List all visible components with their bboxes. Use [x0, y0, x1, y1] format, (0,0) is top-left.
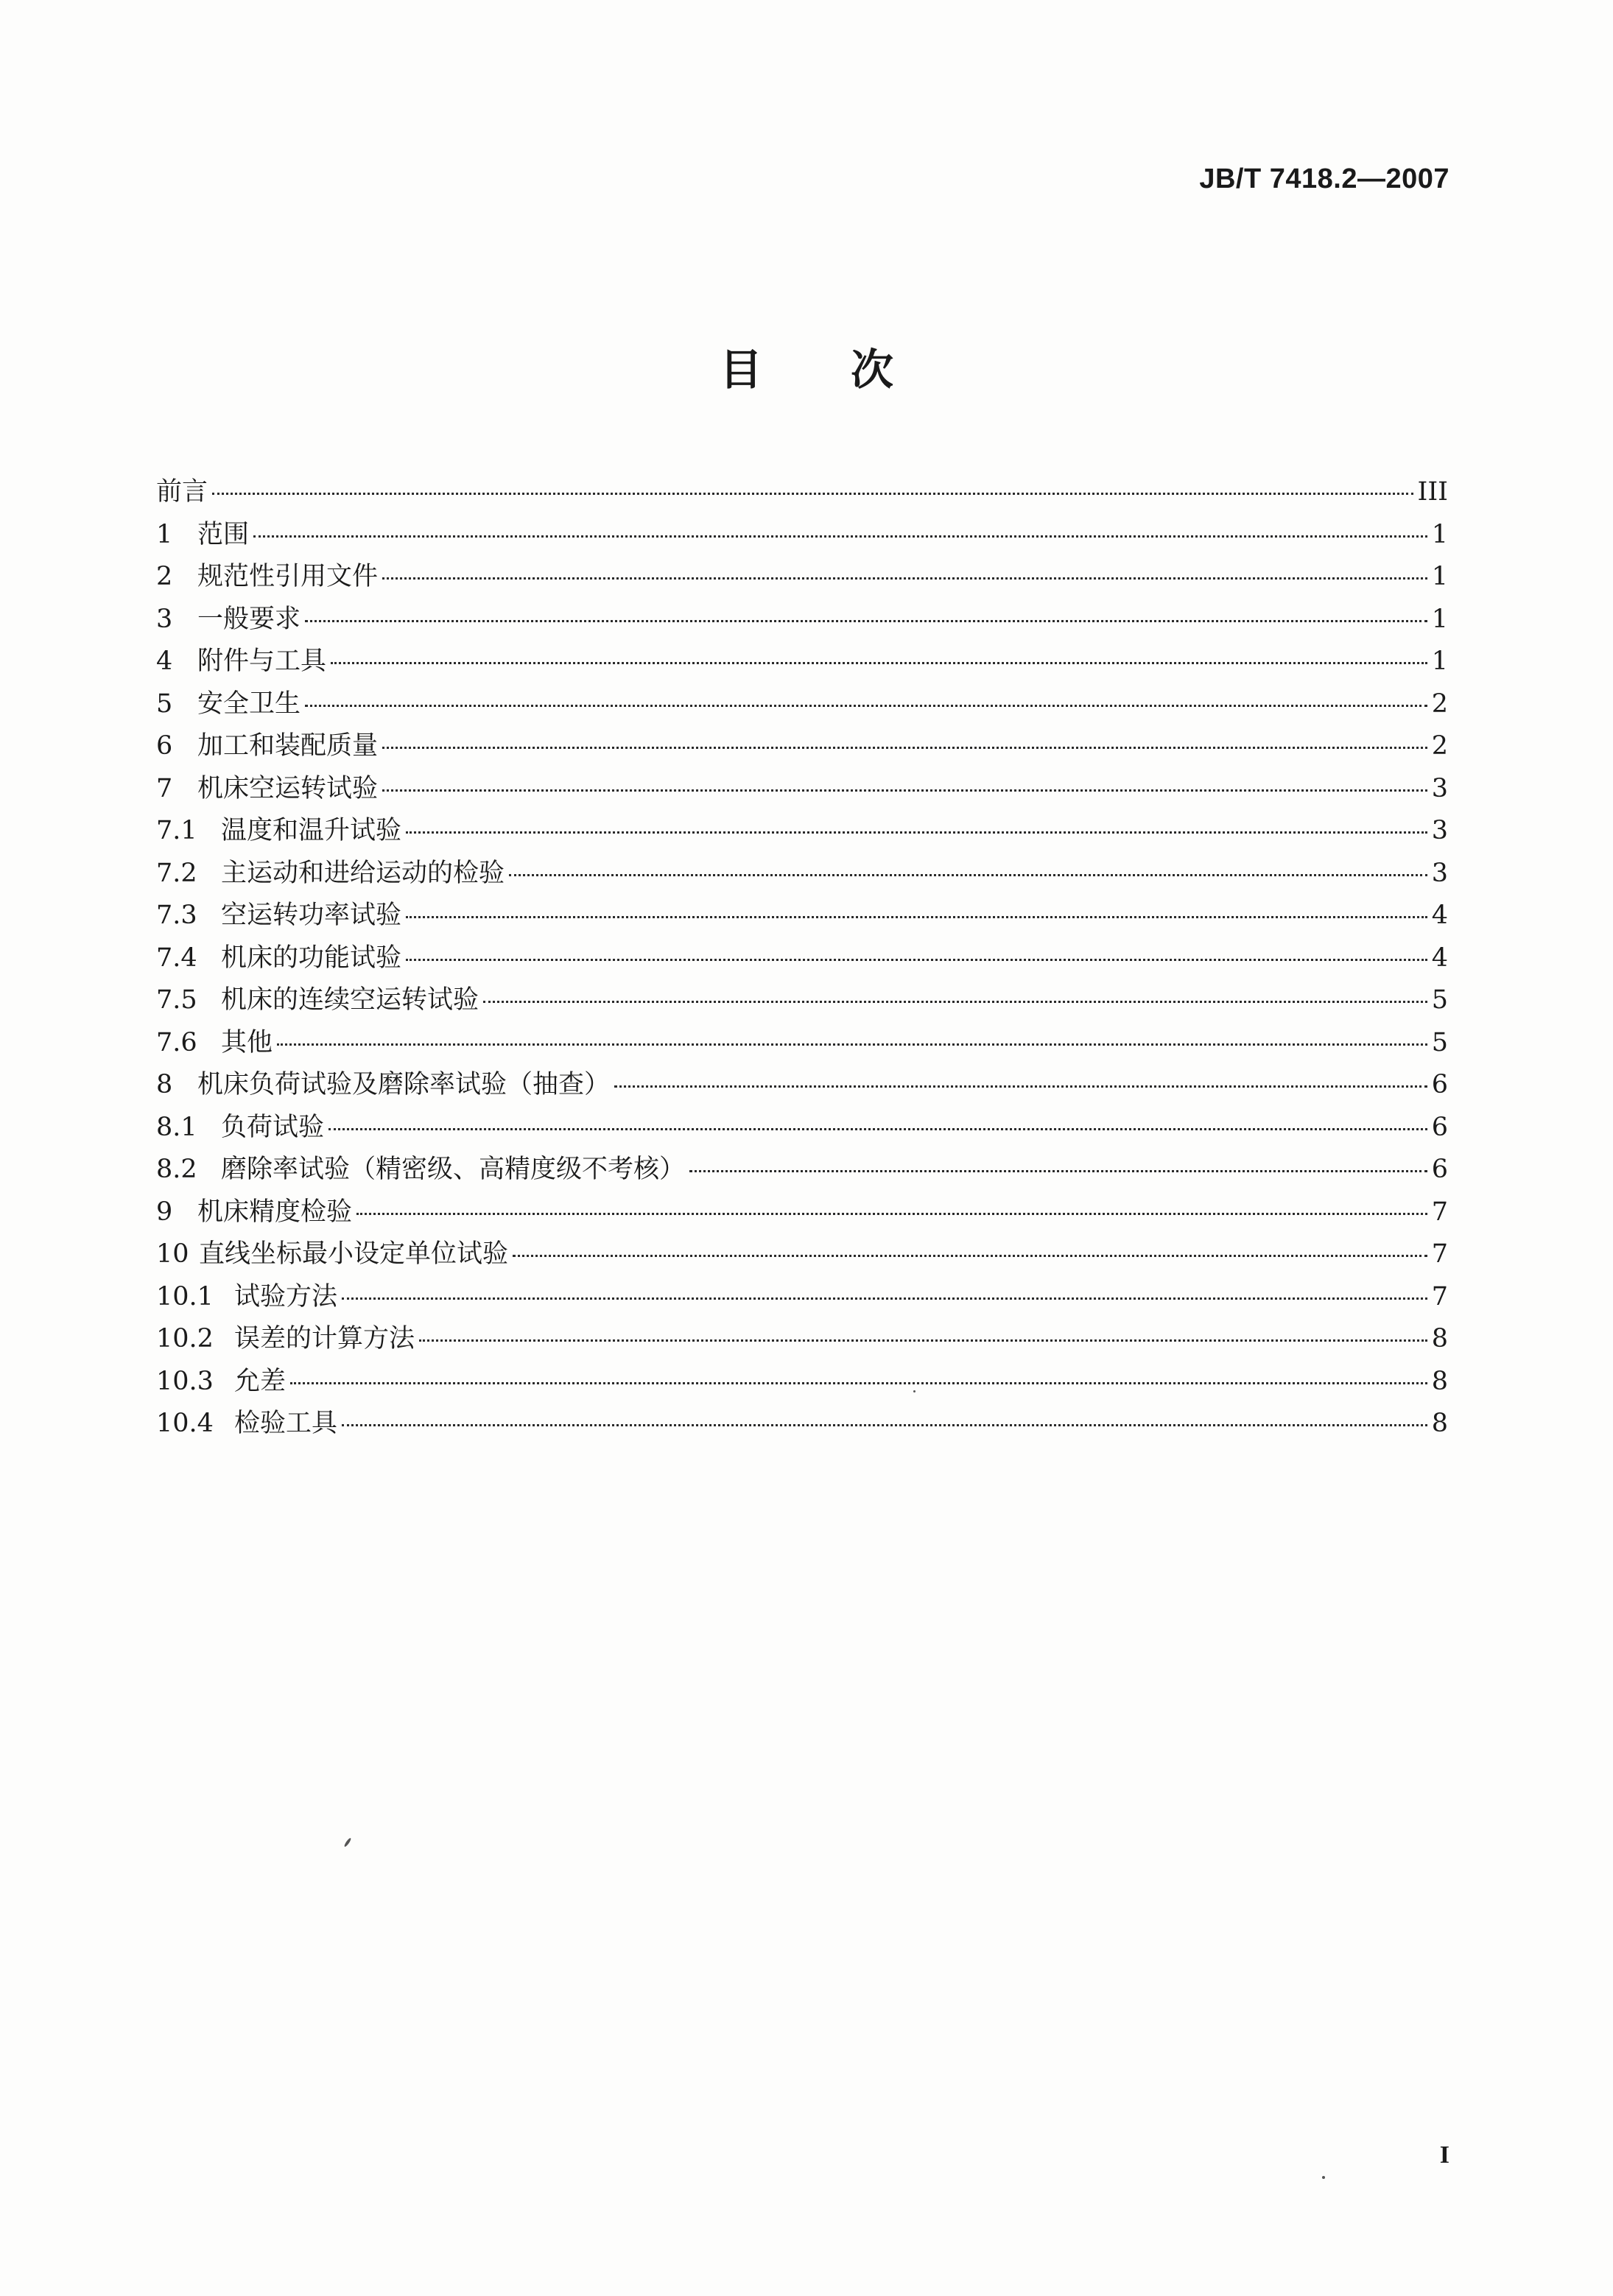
toc-leader-dots	[509, 874, 1427, 876]
toc-entry-label: 附件与工具	[197, 647, 327, 676]
toc-entry-label: 机床精度检验	[197, 1197, 353, 1227]
toc-entry-label: 主运动和进给运动的检验	[221, 858, 505, 888]
toc-entry-number: 5	[156, 689, 173, 719]
toc-entry-page: 5	[1431, 1027, 1448, 1057]
toc-entry[interactable]	[156, 1318, 1448, 1361]
toc-leader-dots	[614, 1085, 1427, 1088]
toc-entry-label: 机床空运转试验	[197, 773, 379, 803]
toc-entry[interactable]	[156, 1361, 1448, 1404]
toc-entry-number: 7	[156, 773, 173, 803]
toc-entry-label: 允差	[234, 1366, 287, 1396]
toc-entry-number: 7.2	[156, 858, 197, 888]
toc-entry-label: 直线坐标最小设定单位试验	[199, 1239, 509, 1269]
toc-leader-dots	[305, 705, 1427, 707]
toc-entry-page: 6	[1431, 1112, 1448, 1142]
toc-leader-dots	[382, 747, 1427, 749]
toc-entry-number: 7.5	[156, 985, 197, 1015]
toc-entry-number: 8	[156, 1070, 173, 1099]
toc-leader-dots	[356, 1213, 1427, 1215]
toc-entry-number: 10.3	[156, 1366, 214, 1396]
toc-entry[interactable]	[156, 514, 1448, 557]
toc-entry-page: 7	[1431, 1197, 1448, 1227]
toc-entry-label: 误差的计算方法	[234, 1324, 415, 1353]
toc-entry-label: 磨除率试验（精密级、高精度级不考核）	[221, 1155, 686, 1184]
toc-entry-page: 8	[1431, 1409, 1448, 1438]
toc-entry-page: 4	[1431, 901, 1448, 930]
toc-leader-dots	[406, 916, 1427, 918]
toc-entry[interactable]	[156, 1233, 1448, 1276]
toc-leader-dots	[290, 1382, 1427, 1384]
toc-entry-number: 2	[156, 562, 173, 591]
toc-entry-number: 7.6	[156, 1027, 197, 1057]
toc-entry[interactable]	[156, 556, 1448, 599]
toc-entry[interactable]	[156, 979, 1448, 1022]
toc-leader-dots	[406, 959, 1427, 961]
toc-leader-dots	[406, 831, 1427, 834]
toc-entry[interactable]	[156, 895, 1448, 937]
toc-entry[interactable]	[156, 1276, 1448, 1319]
toc-leader-dots	[689, 1170, 1427, 1172]
toc-leader-dots	[483, 1001, 1427, 1003]
toc-entry-number: 10	[156, 1239, 189, 1269]
toc-leader-dots	[253, 535, 1427, 538]
toc-entry-number: 8.1	[156, 1112, 197, 1142]
toc-entry-number: 4	[156, 647, 173, 676]
toc-entry-page: 6	[1431, 1155, 1448, 1184]
page-number: I	[1439, 2141, 1449, 2169]
toc-entry-number: 10.2	[156, 1324, 214, 1353]
toc-entry[interactable]	[156, 1149, 1448, 1191]
toc-entry-number: 8.2	[156, 1155, 197, 1184]
toc-entry-label: 规范性引用文件	[197, 562, 379, 591]
toc-entry-label: 机床的连续空运转试验	[221, 985, 479, 1015]
toc-entry-page: 4	[1431, 943, 1448, 973]
toc-leader-dots	[419, 1339, 1427, 1342]
toc-entry-label: 机床负荷试验及磨除率试验（抽查）	[197, 1070, 611, 1099]
toc-leader-dots	[382, 577, 1427, 580]
table-of-contents	[156, 471, 1448, 1445]
toc-entry-page: 1	[1431, 647, 1448, 676]
toc-entry-label: 负荷试验	[221, 1112, 325, 1142]
standard-code: JB/T 7418.2—2007	[1199, 163, 1449, 194]
toc-entry[interactable]	[156, 768, 1448, 811]
toc-entry[interactable]	[156, 853, 1448, 895]
toc-entry[interactable]	[156, 1107, 1448, 1149]
toc-entry-label: 其他	[221, 1027, 273, 1057]
toc-entry[interactable]	[156, 1191, 1448, 1234]
toc-entry[interactable]	[156, 599, 1448, 641]
title-char-1: 目	[719, 345, 762, 395]
scan-speck	[1322, 2176, 1325, 2179]
toc-entry-page: 3	[1431, 816, 1448, 845]
toc-entry-label: 加工和装配质量	[197, 731, 379, 761]
toc-entry-number: 6	[156, 731, 173, 761]
toc-entry-number: 1	[156, 519, 173, 549]
toc-entry[interactable]	[156, 641, 1448, 683]
toc-entry-number: 7.1	[156, 816, 197, 845]
toc-leader-dots	[513, 1255, 1427, 1257]
toc-entry-page: 1	[1431, 519, 1448, 549]
toc-entry-label: 一般要求	[197, 604, 301, 634]
toc-entry-label: 空运转功率试验	[221, 901, 402, 930]
toc-entry-number: 10.4	[156, 1409, 214, 1438]
toc-entry-number: 7.3	[156, 901, 197, 930]
toc-entry[interactable]	[156, 725, 1448, 768]
toc-leader-dots	[342, 1297, 1427, 1300]
toc-entry-page: 5	[1431, 985, 1448, 1015]
toc-entry[interactable]	[156, 1022, 1448, 1065]
toc-entry-number: 3	[156, 604, 173, 634]
toc-leader-dots	[328, 1128, 1427, 1130]
toc-leader-dots	[331, 662, 1427, 664]
toc-entry-page: 2	[1431, 689, 1448, 719]
toc-entry-page: 2	[1431, 731, 1448, 761]
toc-entry-number: 9	[156, 1197, 173, 1227]
toc-entry-number: 10.1	[156, 1281, 214, 1311]
toc-entry-page: 1	[1431, 562, 1448, 591]
toc-leader-dots	[305, 620, 1427, 622]
toc-entry-label: 机床的功能试验	[221, 943, 402, 973]
toc-entry-label: 前言	[156, 477, 208, 507]
toc-entry-page: 3	[1431, 773, 1448, 803]
toc-entry[interactable]	[156, 810, 1448, 853]
scan-speck	[913, 1390, 916, 1392]
scan-speck	[343, 1837, 351, 1848]
toc-leader-dots	[212, 493, 1413, 495]
toc-entry[interactable]	[156, 683, 1448, 726]
toc-entry-page: 7	[1431, 1239, 1448, 1269]
toc-entry[interactable]	[156, 471, 1448, 514]
toc-entry[interactable]	[156, 1064, 1448, 1107]
toc-entry-page: III	[1417, 477, 1448, 507]
toc-entry-page: 3	[1431, 858, 1448, 888]
toc-entry-label: 检验工具	[234, 1409, 338, 1438]
toc-entry-label: 范围	[197, 519, 250, 549]
toc-entry-label: 温度和温升试验	[221, 816, 402, 845]
toc-entry-label: 安全卫生	[197, 689, 301, 719]
toc-entry-page: 6	[1431, 1070, 1448, 1099]
toc-leader-dots	[277, 1043, 1427, 1046]
toc-entry[interactable]	[156, 937, 1448, 980]
toc-leader-dots	[342, 1424, 1427, 1426]
title-char-2: 次	[851, 345, 894, 395]
toc-entry-page: 8	[1431, 1324, 1448, 1353]
toc-entry-label: 试验方法	[234, 1281, 338, 1311]
toc-entry-page: 1	[1431, 604, 1448, 634]
toc-entry-page: 7	[1431, 1281, 1448, 1311]
toc-leader-dots	[382, 789, 1427, 792]
page-title	[0, 335, 1613, 397]
toc-entry-page: 8	[1431, 1366, 1448, 1396]
toc-entry[interactable]	[156, 1403, 1448, 1445]
toc-entry-number: 7.4	[156, 943, 197, 973]
